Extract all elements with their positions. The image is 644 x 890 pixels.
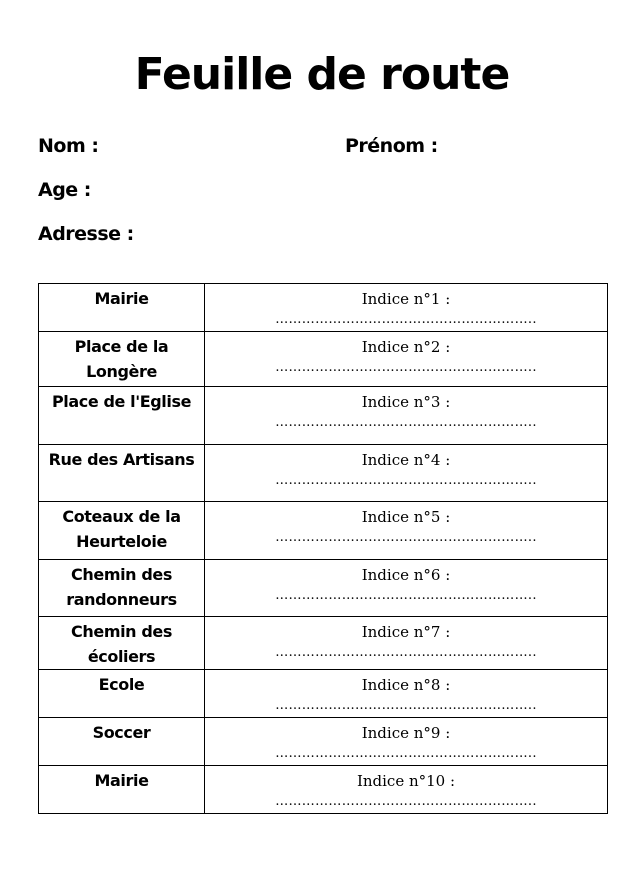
clue-label: Indice n°6 :	[361, 566, 451, 584]
clue-answer-line: …………………………………………………..	[275, 746, 537, 761]
clue-answer-line: …………………………………………………..	[275, 415, 537, 430]
adresse-label: Adresse :	[38, 223, 134, 245]
clue-cell	[205, 332, 608, 387]
table-row	[39, 502, 608, 560]
place-cell: Chemin des randonneurs	[39, 560, 205, 617]
clue-cell	[205, 766, 608, 814]
clue-cell	[205, 670, 608, 718]
place-cell: Place de l'Eglise	[39, 387, 205, 445]
clue-cell	[205, 284, 608, 332]
clue-answer-line: …………………………………………………..	[275, 698, 537, 713]
place-cell: Rue des Artisans	[39, 445, 205, 502]
place-cell: Mairie	[39, 284, 205, 332]
clue-answer-line: …………………………………………………..	[275, 312, 537, 327]
place-cell: Soccer	[39, 718, 205, 766]
clue-answer-line: …………………………………………………..	[275, 360, 537, 375]
clue-cell	[205, 387, 608, 445]
place-cell: Ecole	[39, 670, 205, 718]
page-title: Feuille de route	[134, 49, 510, 100]
clue-answer-line: …………………………………………………..	[275, 473, 537, 488]
clue-answer-line: …………………………………………………..	[275, 588, 537, 603]
table-row	[39, 387, 608, 445]
clue-answer-line: …………………………………………………..	[275, 645, 537, 660]
clue-label: Indice n°7 :	[361, 623, 451, 641]
clue-label: Indice n°9 :	[361, 724, 451, 742]
clue-label: Indice n°10 :	[356, 772, 456, 790]
clue-cell	[205, 502, 608, 560]
route-table	[38, 283, 608, 814]
clue-cell	[205, 617, 608, 670]
clue-cell	[205, 445, 608, 502]
age-label: Age :	[38, 179, 91, 201]
clue-cell	[205, 718, 608, 766]
table-row	[39, 670, 608, 718]
clue-label: Indice n°5 :	[361, 508, 451, 526]
nom-label: Nom :	[38, 135, 99, 157]
prenom-label: Prénom :	[345, 135, 438, 157]
place-cell: Mairie	[39, 766, 205, 814]
place-cell: Place de la Longère	[39, 332, 205, 387]
clue-label: Indice n°4 :	[361, 451, 451, 469]
place-cell: Chemin des écoliers	[39, 617, 205, 670]
table-row	[39, 332, 608, 387]
table-row	[39, 718, 608, 766]
clue-cell	[205, 560, 608, 617]
table-row	[39, 560, 608, 617]
place-cell: Coteaux de la Heurteloie	[39, 502, 205, 560]
clue-label: Indice n°8 :	[361, 676, 451, 694]
table-row	[39, 766, 608, 814]
clue-answer-line: …………………………………………………..	[275, 794, 537, 809]
table-row	[39, 445, 608, 502]
clue-answer-line: …………………………………………………..	[275, 530, 537, 545]
clue-label: Indice n°3 :	[361, 393, 451, 411]
clue-label: Indice n°2 :	[361, 338, 451, 356]
table-row	[39, 284, 608, 332]
clue-label: Indice n°1 :	[361, 290, 451, 308]
table-row	[39, 617, 608, 670]
